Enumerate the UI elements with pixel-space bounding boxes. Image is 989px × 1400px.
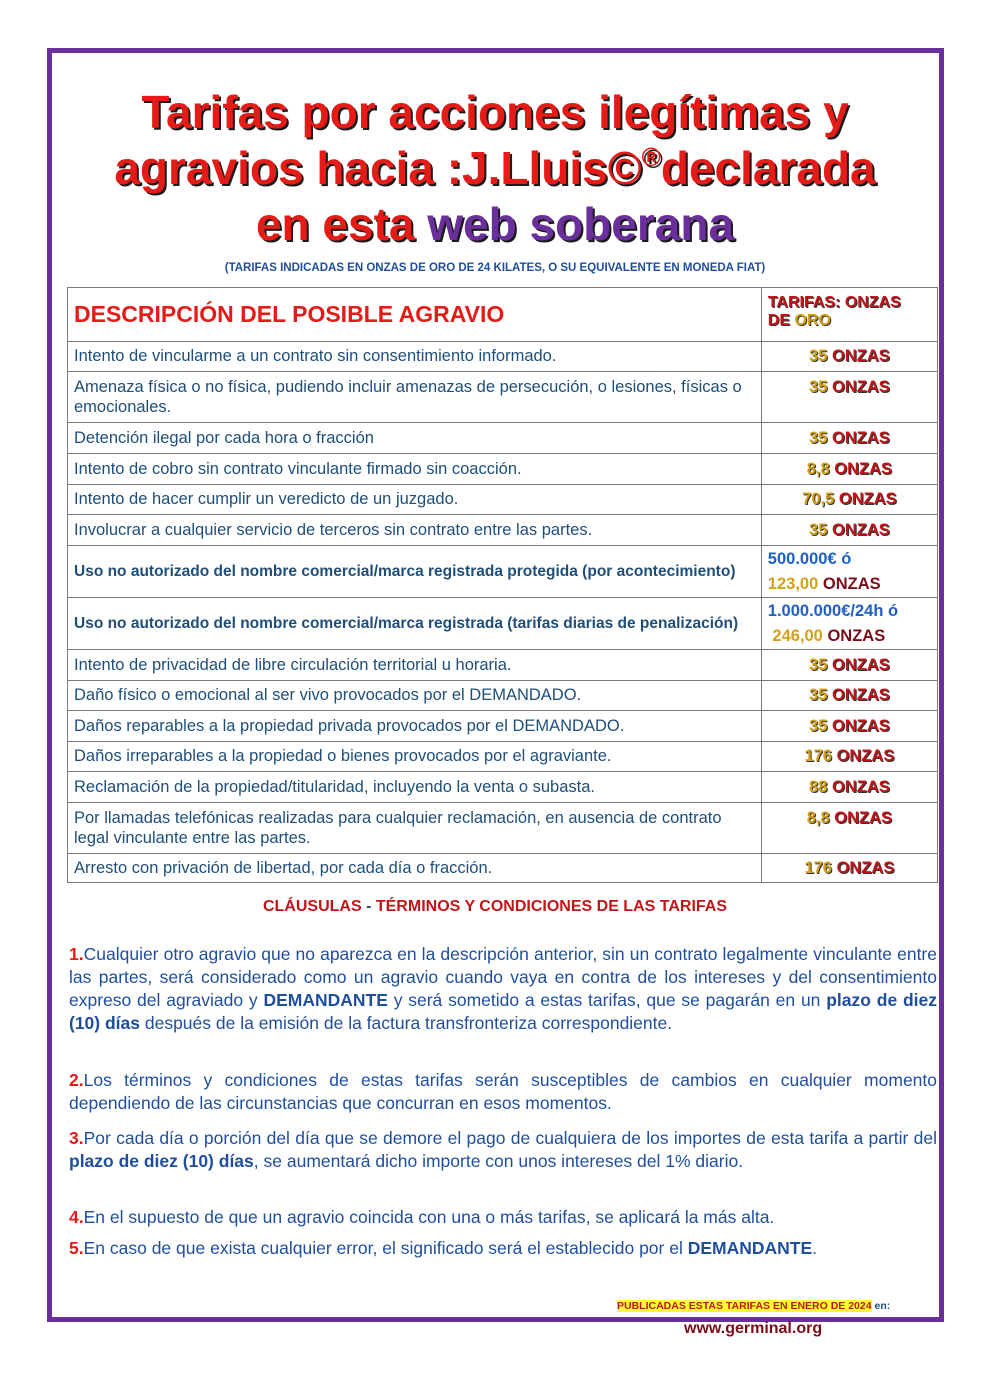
table-row	[68, 598, 938, 650]
clause-number: 4.	[69, 1207, 84, 1227]
website-link[interactable]: www.germinal.org	[684, 1320, 823, 1337]
published-suffix: en:	[871, 1300, 891, 1312]
price-amount: 35	[809, 655, 828, 674]
row-description: Detención ilegal por cada hora o fracción	[68, 423, 762, 454]
row-price	[761, 342, 937, 372]
price-unit: ONZAS	[832, 347, 890, 365]
row-price	[761, 454, 937, 485]
table-row	[68, 681, 938, 711]
clause-1	[69, 943, 937, 1035]
row-description: Daños reparables a la propiedad privada provocados por el DEMANDADO.	[68, 711, 762, 742]
price-amount: 246,00	[772, 626, 823, 645]
table-row	[68, 711, 938, 742]
clause-3	[69, 1127, 937, 1173]
price-amount: 88	[809, 777, 828, 796]
row-price	[761, 711, 937, 742]
row-price	[761, 681, 937, 711]
row-description: Amenaza física o no física, pudiendo incluir amenazas de persecución, o lesiones, físicas o emocionales.	[68, 372, 762, 423]
price-unit: ONZAS	[834, 809, 893, 827]
clause-text: En el supuesto de que un agravio coincida con una o más tarifas, se aplicará la más alta.	[83, 1207, 775, 1227]
row-price	[761, 598, 937, 650]
price-unit: ONZAS	[838, 490, 897, 508]
clause-bold: DEMANDANTE	[687, 1238, 813, 1258]
clauses-title-a: CLÁUSULAS	[262, 898, 362, 915]
clause-number: 3.	[69, 1128, 84, 1148]
table-row	[68, 372, 938, 423]
table-row	[68, 772, 938, 803]
price-amount: 123,00	[767, 574, 819, 593]
clause-text: .	[812, 1238, 818, 1258]
title-line-1: Tarifas por acciones ilegítimas y	[141, 86, 849, 138]
header-price-label: TARIFAS:	[767, 294, 845, 311]
title-web-soberana: web soberana	[427, 198, 735, 250]
title-line-2-text: agravios hacia :J.Lluis©	[114, 142, 642, 194]
price-amount: 176	[804, 858, 832, 877]
clause-text: Cualquier otro agravio que no aparezca en la descripción anterior, sin un contrato legalmente vinculante entre las partes, será considerado como un agravio cuando vaya en contra de los intereses y del consentimiento expreso del agraviado y	[69, 944, 937, 1010]
row-description: Intento de hacer cumplir un veredicto de un juzgado.	[68, 485, 762, 515]
table-row	[68, 742, 938, 772]
clauses-title	[60, 898, 930, 916]
price-fiat: 500.000€ ó	[767, 549, 852, 568]
row-price	[761, 742, 937, 772]
table-row	[68, 803, 938, 854]
row-description: Reclamación de la propiedad/titularidad, incluyendo la venta o subasta.	[68, 772, 762, 803]
price-unit: ONZAS	[836, 858, 895, 877]
row-price	[761, 650, 937, 681]
table-row	[68, 454, 938, 485]
price-unit: ONZAS	[832, 716, 890, 735]
row-description: Por llamadas telefónicas realizadas para cualquier reclamación, en ausencia de contrato legal vinculante entre las partes.	[68, 803, 762, 854]
clause-number: 2.	[69, 1070, 84, 1090]
clause-number: 1.	[69, 944, 84, 964]
clause-text: Los términos y condiciones de estas tarifas serán susceptibles de cambios en cualquier momento dependiendo de las circunstancias que concurran en esos momentos.	[69, 1070, 937, 1113]
title-line-2	[60, 140, 930, 196]
row-description: Intento de cobro sin contrato vinculante firmado sin coacción.	[68, 454, 762, 485]
price-amount: 35	[809, 686, 828, 704]
table-header-row	[68, 288, 938, 342]
price-unit: ONZAS	[832, 378, 890, 396]
price-unit: ONZAS	[832, 686, 890, 704]
price-amount: 35	[809, 716, 828, 735]
price-unit: ONZAS	[832, 777, 890, 796]
table-row	[68, 546, 938, 598]
row-description: Uso no autorizado del nombre comercial/marca registrada (tarifas diarias de penalización)	[68, 598, 762, 650]
subtitle: (TARIFAS INDICADAS EN ONZAS DE ORO DE 24 KILATES, O SU EQUIVALENTE EN MONEDA FIAT)	[224, 262, 766, 274]
header-price-onzas: ONZAS	[844, 294, 901, 311]
header-price	[761, 288, 937, 342]
row-price	[761, 546, 937, 598]
price-unit: ONZAS	[832, 655, 890, 674]
tariff-table	[67, 287, 938, 883]
row-price	[761, 772, 937, 803]
clause-text: , se aumentará dicho importe con unos intereses del 1% diario.	[253, 1151, 744, 1171]
price-amount: 8,8	[806, 459, 830, 478]
table-row	[68, 423, 938, 454]
row-description: Intento de vincularme a un contrato sin consentimiento informado.	[68, 342, 762, 372]
price-amount: 35	[809, 520, 828, 539]
table-row	[68, 854, 938, 883]
table-row	[68, 342, 938, 372]
registered-mark: ®	[641, 142, 661, 172]
clause-4	[69, 1206, 937, 1229]
row-price	[761, 485, 937, 515]
published-highlight: PUBLICADAS ESTAS TARIFAS EN ENERO DE 2024	[617, 1300, 872, 1312]
title-line-3	[60, 196, 930, 252]
row-price	[761, 372, 937, 423]
published-note	[617, 1300, 890, 1312]
row-price	[761, 803, 937, 854]
row-price	[761, 423, 937, 454]
clause-text: En caso de que exista cualquier error, el significado será el establecido por el	[83, 1238, 688, 1258]
table-row	[68, 650, 938, 681]
clause-bold: DEMANDANTE	[263, 990, 388, 1010]
title-line-3-text: en esta	[255, 198, 428, 250]
row-price	[761, 854, 937, 883]
clause-text: Por cada día o porción del día que se demore el pago de cualquiera de los importes de esta tarifa a partir del	[83, 1128, 937, 1148]
clause-5	[69, 1237, 937, 1260]
price-unit: ONZAS	[832, 428, 890, 447]
price-fiat: 1.000.000€/24h ó	[767, 601, 899, 620]
row-description: Uso no autorizado del nombre comercial/marca registrada protegida (por acontecimiento)	[68, 546, 762, 598]
price-unit: ONZAS	[832, 520, 890, 539]
row-description: Arresto con privación de libertad, por cada día o fracción.	[68, 854, 762, 883]
price-amount: 35	[809, 347, 828, 365]
clause-2	[69, 1069, 937, 1115]
row-description: Daño físico o emocional al ser vivo provocados por el DEMANDADO.	[68, 681, 762, 711]
price-unit: ONZAS	[827, 626, 886, 645]
price-amount: 8,8	[806, 809, 830, 827]
price-amount: 35	[809, 378, 828, 396]
title-line-2-end: declarada	[660, 142, 876, 194]
row-description: Daños irreparables a la propiedad o bienes provocados por el agraviante.	[68, 742, 762, 772]
clause-text: y será sometido a estas tarifas, que se pagarán en un	[387, 990, 827, 1010]
price-amount: 176	[804, 747, 832, 765]
table-row	[68, 485, 938, 515]
page-title	[60, 84, 930, 252]
row-description: Involucrar a cualquier servicio de terceros sin contrato entre las partes.	[68, 515, 762, 546]
header-description: DESCRIPCIÓN DEL POSIBLE AGRAVIO	[68, 288, 762, 342]
header-price-de: DE	[767, 312, 795, 329]
price-amount: 35	[809, 428, 828, 447]
clause-text: después de la emisión de la factura transfronteriza correspondiente.	[140, 1013, 673, 1033]
clause-bold: plazo de diez (10) días	[69, 990, 938, 1033]
row-price	[761, 515, 937, 546]
price-amount: 70,5	[802, 490, 835, 508]
clause-number: 5.	[69, 1238, 84, 1258]
table-row	[68, 515, 938, 546]
price-unit: ONZAS	[834, 459, 893, 478]
price-unit: ONZAS	[836, 747, 895, 765]
price-unit: ONZAS	[822, 574, 881, 593]
row-description: Intento de privacidad de libre circulación territorial u horaria.	[68, 650, 762, 681]
clauses-title-b: TÉRMINOS Y CONDICIONES DE LAS TARIFAS	[375, 898, 728, 915]
clause-bold: plazo de diez (10) días	[69, 1151, 254, 1171]
header-price-oro: ORO	[794, 312, 831, 329]
clauses-title-dash: -	[361, 898, 376, 915]
